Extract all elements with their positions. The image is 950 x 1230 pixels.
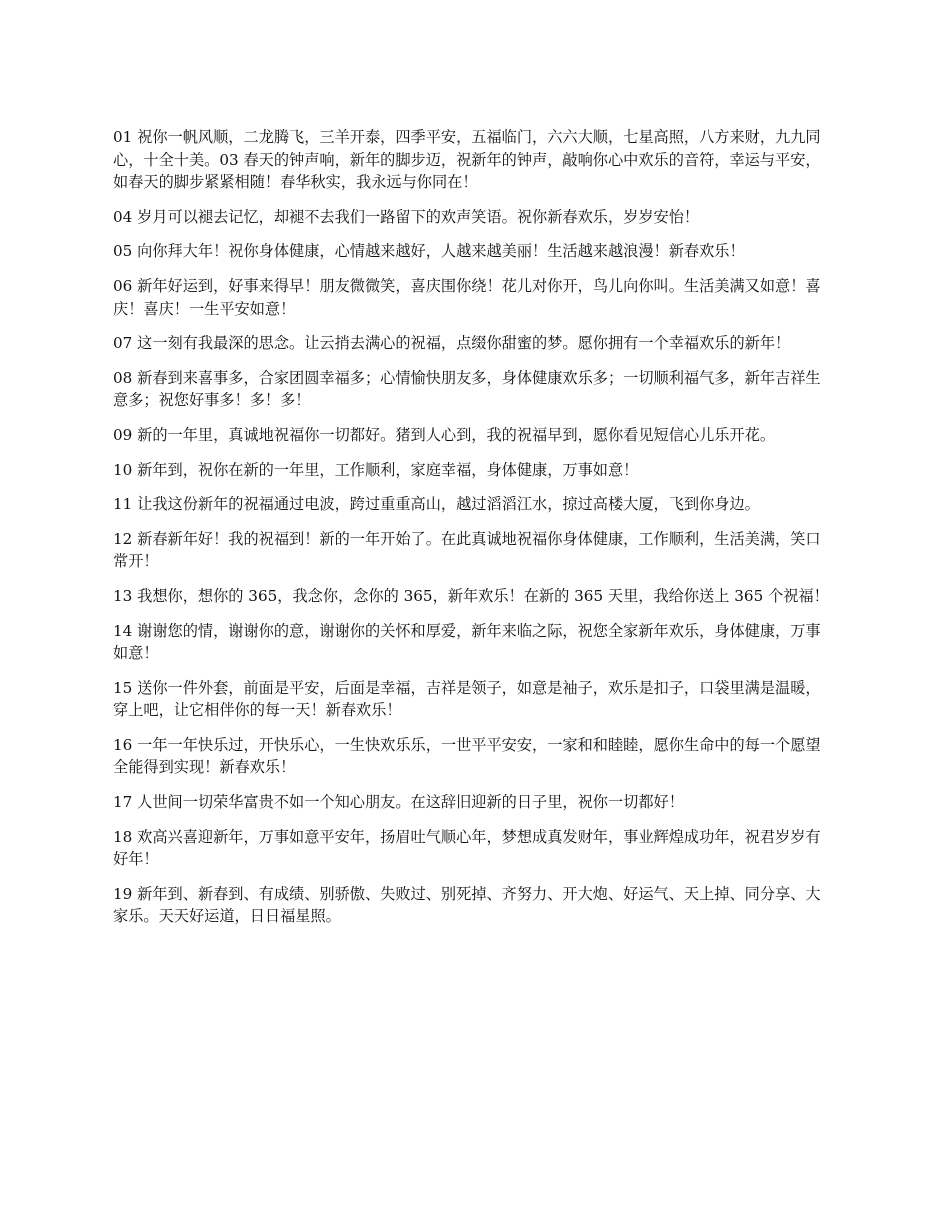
paragraph-10: 10 新年到，祝你在新的一年里，工作顺利，家庭幸福，身体健康，万事如意！ xyxy=(113,460,639,479)
paragraph-18: 18 欢高兴喜迎新年，万事如意平安年，扬眉吐气顺心年，梦想成真发财年，事业辉煌成功年，祝君岁岁有好年！ xyxy=(113,827,821,869)
paragraph-04: 04 岁月可以褪去记忆，却褪不去我们一路留下的欢声笑语。祝你新春欢乐，岁岁安怡！ xyxy=(113,207,700,226)
paragraph-16: 16 一年一年快乐过，开快乐心，一生快欢乐乐，一世平平安安，一家和和睦睦，愿你生命中的每一个愿望全能得到实现！新春欢乐！ xyxy=(113,735,821,777)
document-body xyxy=(113,126,829,940)
paragraph-09: 09 新的一年里，真诚地祝福你一切都好。猪到人心到，我的祝福早到，愿你看见短信心儿乐开花。 xyxy=(113,425,776,444)
paragraph-13: 13 我想你，想你的 365，我念你，念你的 365，新年欢乐！在新的 365 天里，我给你送上 365 个祝福！ xyxy=(113,586,829,605)
paragraph-05: 05 向你拜大年！祝你身体健康，心情越来越好，人越来越美丽！生活越来越浪漫！新春欢乐！ xyxy=(113,242,745,261)
paragraph-15: 15 送你一件外套，前面是平安，后面是幸福，吉祥是领子，如意是袖子，欢乐是扣子，口袋里满是温暖，穿上吧，让它相伴你的每一天！新春欢乐！ xyxy=(113,678,821,720)
paragraph-14: 14 谢谢您的情，谢谢你的意，谢谢你的关怀和厚爱，新年来临之际，祝您全家新年欢乐，身体健康，万事如意！ xyxy=(113,621,821,663)
paragraph-19: 19 新年到、新春到、有成绩、别骄傲、失败过、别死掉、齐努力、开大炮、好运气、天上掉、同分享、大家乐。天天好运道，日日福星照。 xyxy=(113,884,821,926)
paragraph-07: 07 这一刻有我最深的思念。让云捎去满心的祝福，点缀你甜蜜的梦。愿你拥有一个幸福欢乐的新年！ xyxy=(113,334,791,353)
paragraph-17: 17 人世间一切荣华富贵不如一个知心朋友。在这辞旧迎新的日子里，祝你一切都好！ xyxy=(113,793,684,812)
paragraph-08: 08 新春到来喜事多，合家团圆幸福多；心情愉快朋友多，身体健康欢乐多；一切顺利福气多，新年吉祥生意多；祝您好事多！多！多！ xyxy=(113,368,821,410)
paragraph-11: 11 让我这份新年的祝福通过电波，跨过重重高山，越过滔滔江水，掠过高楼大厦，飞到你身边。 xyxy=(113,495,760,514)
paragraph-06: 06 新年好运到，好事来得早！朋友微微笑，喜庆围你绕！花儿对你开，鸟儿向你叫。生活美满又如意！喜庆！喜庆！一生平安如意！ xyxy=(113,276,821,318)
paragraph-01: 01 祝你一帆风顺，二龙腾飞，三羊开泰，四季平安，五福临门，六六大顺，七星高照，八方来财，九九同心，十全十美。03 春天的钟声响，新年的脚步迈，祝新年的钟声，敲响你心中欢乐的音符，幸运与平安，如春天的脚步紧紧相随！春华秋实，我永远与你同在！ xyxy=(113,128,821,192)
paragraph-12: 12 新春新年好！我的祝福到！新的一年开始了。在此真诚地祝福你身体健康，工作顺利，生活美满，笑口常开！ xyxy=(113,529,821,571)
